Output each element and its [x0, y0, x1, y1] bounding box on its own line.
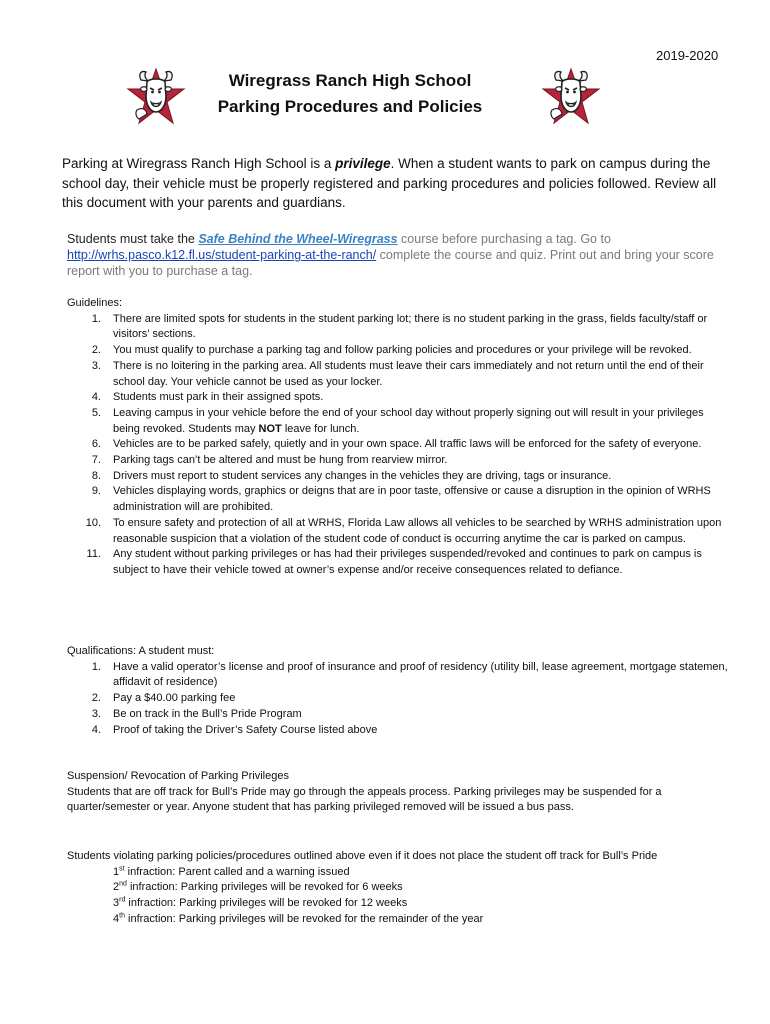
list-text: Have a valid operator’s license and proof of insurance and proof of residency (utility bill, lease agreement, mortgage statemen, affidavit of residence): [113, 660, 728, 689]
list-number: 9.: [91, 485, 101, 498]
bull-mascot-logo-left: [125, 66, 187, 128]
safe-driving-after: complete the course and quiz. Print out and bring your score report with you to purchase a tag.: [67, 248, 714, 278]
school-year: 2019-2020: [656, 48, 719, 63]
bull-mascot-star-icon: [125, 66, 187, 128]
list-text: Drivers must report to student services any changes in the vehicles they are driving, tags or insurance.: [113, 469, 612, 482]
infraction-suffix: th: [119, 912, 125, 920]
list-text: To ensure safety and protection of all at WRHS, Florida Law allows all vehicles to be searched by WRHS administration upon reasonable suspicion that a violation of the student code of conduct is occurring anytime the car is parked on campus.: [113, 516, 722, 545]
suspension-section: [67, 769, 732, 816]
violations-heading: Students violating parking policies/procedures outlined above even if it does not place the student off track for Bull’s Pride: [67, 850, 658, 862]
infraction-number: 2: [113, 881, 120, 894]
list-text: There are limited spots for students in the student parking lot; there is no student parking in the grass, fields faculty/staff or visitors’ sections.: [113, 312, 708, 341]
infraction-number: 3: [113, 897, 120, 910]
intro-emphasis: privilege: [335, 156, 391, 171]
infraction-number: 1: [113, 865, 120, 878]
safe-driving-middle: course before purchasing a tag. Go to: [397, 232, 611, 246]
list-item: [67, 484, 732, 515]
list-item: [67, 469, 732, 485]
infraction-item: [113, 912, 732, 928]
list-number: 8.: [91, 469, 101, 482]
list-text: Students must park in their assigned spots.: [113, 391, 324, 404]
qualifications-list: [67, 660, 732, 739]
list-number: 4.: [91, 723, 101, 736]
list-item: [67, 453, 732, 469]
infraction-text: infraction: Parking privileges will be revoked for the remainder of the year: [124, 912, 484, 925]
list-item: [67, 516, 732, 547]
guidelines-list: [67, 312, 732, 579]
list-item: [67, 359, 732, 390]
infraction-suffix: nd: [119, 880, 127, 888]
suspension-text: Students that are off track for Bull’s Pride may go through the appeals process. Parking privileges may be suspended for a quarter/semester or year. Anyone student that has parking privileged removed will be issued a bus pass.: [67, 785, 662, 814]
list-number: 1.: [91, 660, 101, 673]
list-text-before: Leaving campus in your vehicle before the end of your school day without properly signing out will result in your privileges being revoked. Students may: [113, 406, 704, 435]
list-text: Parking tags can’t be altered and must be hung from rearview mirror.: [113, 454, 448, 467]
list-number: 4.: [91, 391, 101, 404]
list-number: 2.: [91, 344, 101, 357]
infraction-text: infraction: Parking privileges will be revoked for 6 weeks: [126, 881, 403, 894]
guidelines-heading: Guidelines:: [67, 297, 123, 309]
violations-section: [67, 849, 732, 928]
list-number: 10.: [85, 516, 101, 529]
list-text-bold: NOT: [258, 422, 282, 435]
list-item: [67, 707, 732, 723]
list-item: [67, 343, 732, 359]
safe-driving-lead: Students must take the: [67, 232, 199, 246]
list-number: 6.: [91, 438, 101, 451]
title-school: Wiregrass Ranch High School: [228, 71, 472, 90]
intro-paragraph: [62, 154, 722, 213]
list-text-after: leave for lunch.: [281, 422, 360, 435]
infraction-text: infraction: Parking privileges will be revoked for 12 weeks: [125, 897, 408, 910]
bull-mascot-logo-right: [540, 66, 602, 128]
intro-text-before: Parking at Wiregrass Ranch High School is a: [62, 156, 336, 171]
parking-url-link[interactable]: http://wrhs.pasco.k12.fl.us/student-parking-at-the-ranch/: [67, 248, 377, 262]
list-text: Proof of taking the Driver’s Safety Course listed above: [113, 723, 378, 736]
list-text: Vehicles are to be parked safely, quietly and in your own space. All traffic laws will be enforced for the safety of everyone.: [113, 438, 702, 451]
infraction-item: [113, 865, 732, 881]
list-item: [67, 312, 732, 343]
list-text: You must qualify to purchase a parking tag and follow parking policies and procedures or your privilege will be revoked.: [113, 344, 692, 357]
list-number: 2.: [91, 692, 101, 705]
list-number: 11.: [86, 548, 101, 561]
list-item: [67, 547, 732, 578]
guidelines-section: [67, 296, 732, 579]
list-number: 5.: [91, 406, 101, 419]
list-text: Be on track in the Bull’s Pride Program: [113, 707, 302, 720]
list-number: 1.: [91, 312, 101, 325]
list-item: [67, 723, 732, 739]
list-text: There is no loitering in the parking area. All students must leave their cars immediately and not return until the end of their school day. Your vehicle cannot be used as your locker.: [113, 359, 704, 388]
bull-mascot-star-icon: [540, 66, 602, 128]
safe-driving-paragraph: [67, 231, 727, 279]
intro-text-after: . When a student wants to park on campus during the school day, their vehicle must be properly registered and parking procedures and policies followed. Review all this document with your parents and guardians.: [62, 156, 717, 210]
infraction-item: [113, 896, 732, 912]
list-text: Pay a $40.00 parking fee: [113, 692, 236, 705]
infractions-list: [67, 865, 732, 928]
suspension-heading: Suspension/ Revocation of Parking Privileges: [67, 770, 289, 782]
infraction-number: 4: [113, 912, 120, 925]
list-text: Vehicles displaying words, graphics or deigns that are in poor taste, offensive or cause a disruption in the opinion of WRHS administration will are prohibited.: [113, 485, 711, 514]
list-number: 3.: [91, 359, 101, 372]
qualifications-section: [67, 644, 732, 738]
list-number: 7.: [91, 454, 101, 467]
list-number: 3.: [91, 707, 101, 720]
list-item: [67, 660, 732, 691]
infraction-text: infraction: Parent called and a warning issued: [124, 865, 350, 878]
list-text: Any student without parking privileges or has had their privileges suspended/revoked and continues to park on campus is subject to have their vehicle towed at owner’s expense and/or receive consequences related to defiance.: [113, 548, 702, 576]
list-item: [67, 691, 732, 707]
list-item: [67, 406, 732, 437]
list-item: [67, 437, 732, 453]
title-subject: Parking Procedures and Policies: [217, 97, 483, 116]
list-item: [67, 390, 732, 406]
infraction-suffix: rd: [119, 896, 126, 904]
infraction-item: [113, 880, 732, 896]
infraction-suffix: st: [119, 865, 125, 873]
course-link[interactable]: Safe Behind the Wheel-Wiregrass: [198, 232, 398, 246]
qualifications-heading: Qualifications: A student must:: [67, 645, 215, 657]
document-title: [180, 68, 520, 120]
